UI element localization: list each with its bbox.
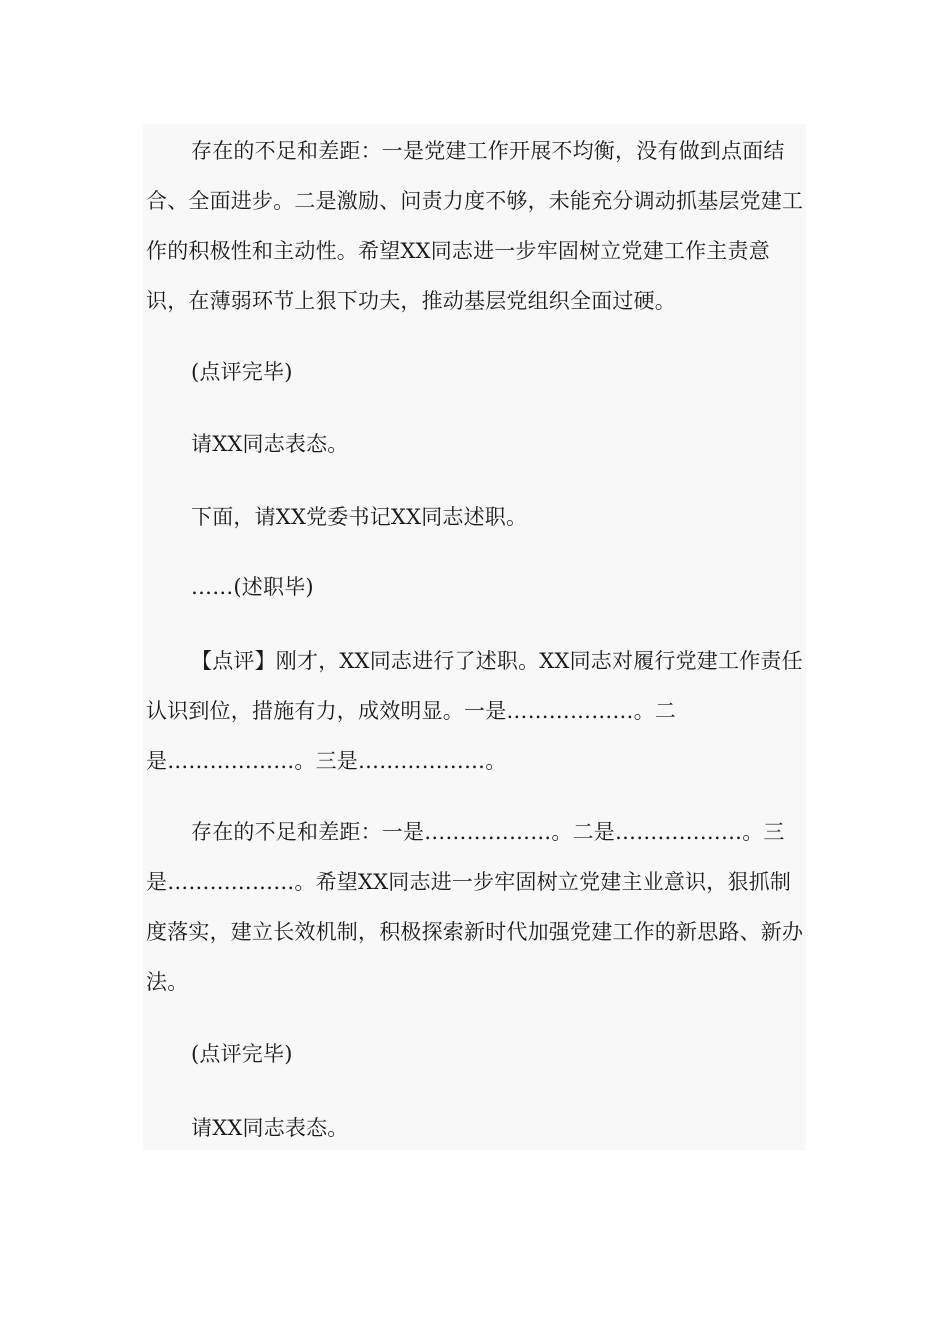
paragraph-comment: 【点评】刚才，XX同志进行了述职。XX同志对履行党建工作责任认识到位，措施有力，成效明显。一是………………。二是………………。三是………………。	[146, 649, 803, 773]
paragraph-report-end: ……(述职毕)	[191, 575, 314, 599]
paragraph-statement-request-1: 请XX同志表态。	[191, 432, 349, 456]
paragraph-shortcomings-2: 存在的不足和差距：一是………………。二是………………。三是………………。希望XX同志进一步牢固树立党建主业意识，狠抓制度落实，建立长效机制，积极探索新时代加强党建工作的新思路、新办法。	[146, 820, 804, 994]
paragraph-comment-end-2: (点评完毕)	[191, 1042, 293, 1066]
paragraph-comment-end-1: (点评完毕)	[191, 360, 293, 384]
text-content-block	[143, 124, 806, 1150]
paragraph-shortcomings-1: 存在的不足和差距：一是党建工作开展不均衡，没有做到点面结合、全面进步。二是激励、问责力度不够，未能充分调动抓基层党建工作的积极性和主动性。希望XX同志进一步牢固树立党建工作主责意识，在薄弱环节上狠下功夫，推动基层党组织全面过硬。	[146, 139, 804, 313]
paragraph-next-report: 下面，请XX党委书记XX同志述职。	[191, 505, 528, 529]
paragraph-statement-request-2: 请XX同志表态。	[191, 1116, 349, 1140]
